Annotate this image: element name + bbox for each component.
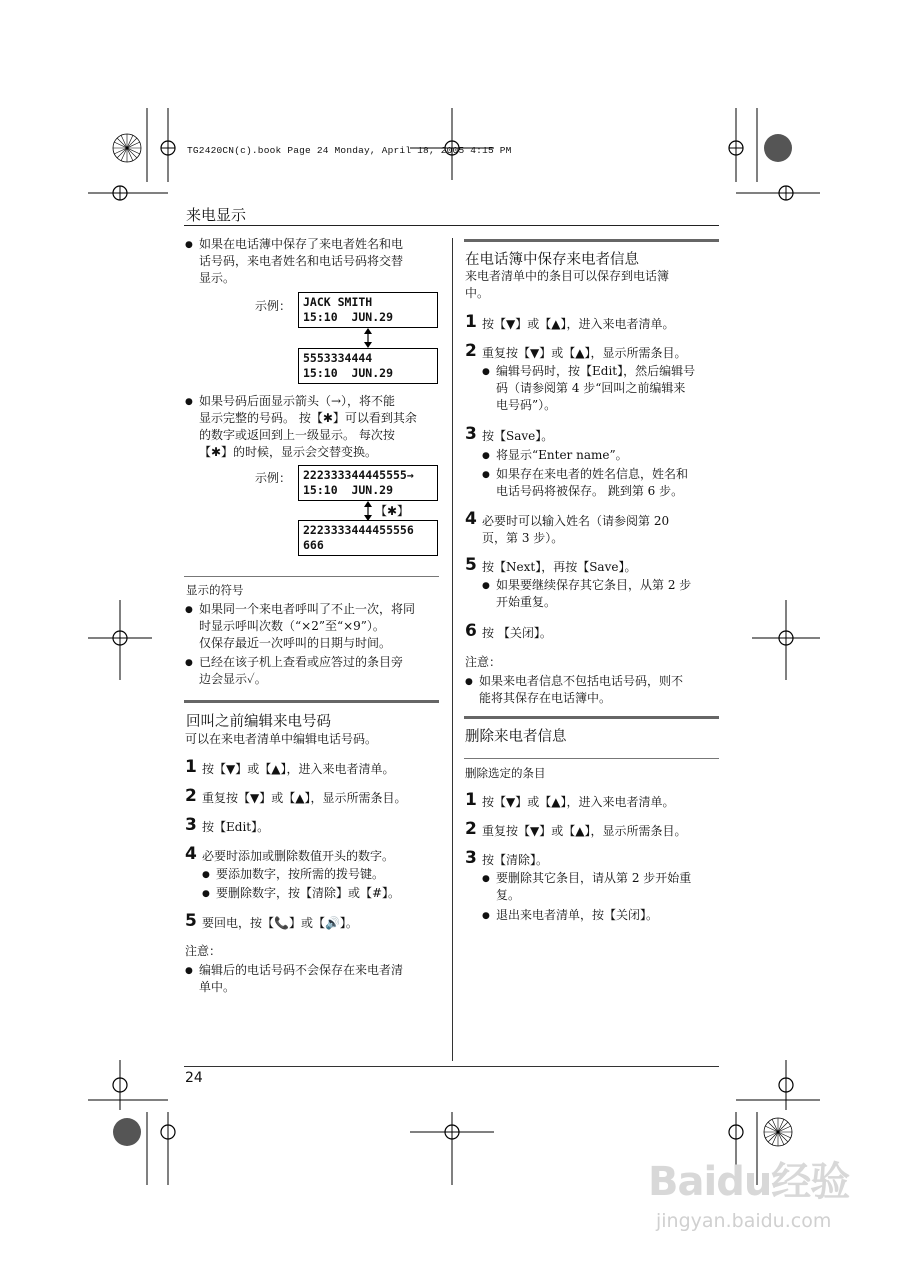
footer-rule — [184, 1066, 719, 1067]
step-number: 1 — [185, 757, 197, 777]
step-number: 3 — [185, 815, 197, 835]
step-text: 必要时添加或删除数值开头的数字。 — [202, 849, 395, 863]
display-box-name: JACK SMITH 15:10 JUN.29 — [298, 292, 438, 328]
star-key-label: 【✱】 — [375, 504, 410, 518]
alternate-arrow-icon — [361, 328, 375, 348]
symbols-heading: 显示的符号 — [186, 583, 244, 597]
bullet-arrow-info: ● 如果号码后面显示箭头（→），将不能 显示完整的号码。 按【✱】可以看到其余 的数字或返回到上一级显示。 每次按 【✱】的时候，显示会交替变换。 — [199, 393, 417, 461]
edit-intro: 可以在来电者清单中编辑电话号码。 — [185, 732, 378, 746]
save-note-bullet: ● 如果来电者信息不包括电话号码，则不 能将其保存在电话簿中。 — [479, 673, 683, 707]
step-number: 5 — [185, 911, 197, 931]
step-number: 2 — [185, 786, 197, 806]
example-label: 示例： — [255, 299, 292, 313]
delete-step-number: 3 — [465, 848, 477, 868]
save-step2-bullet: ● 编辑号码时，按【Edit】，然后编辑号 码（请参阅第 4 步“回叫之前编辑来 电号码”）。 — [496, 363, 695, 414]
bullet-viewed-mark: ● 已经在该子机上查看或应答过的条目旁 边会显示✓。 — [199, 654, 403, 688]
delete-step3-bullet-2: ● 退出来电者清单，按【关闭】。 — [496, 907, 658, 924]
save-section-heading: 在电话簿中保存来电者信息 — [465, 252, 639, 268]
save-step-text: 按【Next】，再按【Save】。 — [482, 560, 637, 574]
display-box-number: 5553334444 15:10 JUN.29 — [298, 348, 438, 384]
save-step-text: 重复按【▼】或【▲】，显示所需条目。 — [482, 346, 687, 360]
delete-step-number: 2 — [465, 819, 477, 839]
delete-sub-heading: 删除选定的条目 — [465, 766, 546, 780]
page-title: 来电显示 — [186, 206, 247, 224]
save-step-number: 4 — [465, 509, 477, 529]
column-divider — [452, 238, 453, 1061]
delete-section-heading: 删除来电者信息 — [465, 729, 567, 745]
save-intro: 来电者清单中的条目可以保存到电话簿 中。 — [465, 269, 670, 300]
example-label-2: 示例： — [255, 471, 292, 485]
save-step3-bullet-1: ● 将显示“Enter name”。 — [496, 447, 628, 464]
step-text: 重复按【▼】或【▲】，显示所需条目。 — [202, 791, 407, 805]
delete-step-text: 按【清除】。 — [482, 853, 549, 867]
note-bullet: ● 编辑后的电话号码不会保存在来电者清 单中。 — [199, 962, 403, 996]
save-step-text: 必要时可以输入姓名（请参阅第 20 页，第 3 步）。 — [482, 514, 670, 545]
step-text: 要回电，按【📞】或【🔊】。 — [202, 916, 358, 930]
save-step-number: 6 — [465, 621, 477, 641]
display-box-remaining: 2223333444455556 666 — [298, 520, 438, 556]
save-step3-bullet-2: ● 如果存在来电者的姓名信息，姓名和 电话号码将被保存。 跳到第 6 步。 — [496, 466, 688, 500]
save-note-heading: 注意： — [465, 655, 502, 669]
delete-sub-rule — [464, 758, 719, 759]
baidu-watermark-logo: Baidu经验 — [648, 1159, 850, 1205]
save-step-number: 5 — [465, 555, 477, 575]
delete-step-text: 按【▼】或【▲】，进入来电者清单。 — [482, 795, 675, 809]
note-heading: 注意： — [185, 944, 222, 958]
running-header: TG2420CN(c).book Page 24 Monday, April 18, 2005 4:15 PM — [187, 145, 512, 156]
save-section-bar — [464, 239, 719, 242]
step-text: 按【▼】或【▲】，进入来电者清单。 — [202, 762, 395, 776]
bullet-name-alternate: ● 如果在电话薄中保存了来电者姓名和电 话号码，来电者姓名和电话号码将交替 显示。 — [199, 236, 403, 287]
display-box-long: 222333344445555→ 15:10 JUN.29 — [298, 465, 438, 501]
alternate-arrow-icon-2 — [361, 501, 375, 521]
step4-bullet-add: ● 要添加数字，按所需的拨号键。 — [216, 866, 384, 883]
delete-step-text: 重复按【▼】或【▲】，显示所需条目。 — [482, 824, 687, 838]
save-step-text: 按 【关闭】。 — [482, 626, 552, 640]
step-text: 按【Edit】。 — [202, 820, 270, 834]
save-step-text: 按【Save】。 — [482, 429, 554, 443]
save-step-number: 3 — [465, 424, 477, 444]
page-number: 24 — [185, 1070, 203, 1086]
delete-step-number: 1 — [465, 790, 477, 810]
edit-section-bar — [184, 700, 439, 703]
save-step5-bullet: ● 如果要继续保存其它条目，从第 2 步 开始重复。 — [496, 577, 691, 611]
edit-section-heading: 回叫之前编辑来电号码 — [186, 714, 331, 730]
delete-section-bar — [464, 716, 719, 719]
step-number: 4 — [185, 844, 197, 864]
save-step-text: 按【▼】或【▲】，进入来电者清单。 — [482, 317, 675, 331]
step4-bullet-delete: ● 要删除数字，按【清除】或【#】。 — [216, 885, 400, 902]
delete-step3-bullet-1: ● 要删除其它条目，请从第 2 步开始重 复。 — [496, 870, 691, 904]
bullet-call-count: ● 如果同一个来电者呼叫了不止一次，将同 时显示呼叫次数（“×2”至“×9”）。 仅保存最近一次呼叫的日期与时间。 — [199, 601, 415, 652]
title-rule — [184, 225, 719, 226]
save-step-number: 2 — [465, 341, 477, 361]
save-step-number: 1 — [465, 312, 477, 332]
symbols-rule — [184, 576, 439, 577]
baidu-watermark-url: jingyan.baidu.com — [656, 1210, 832, 1232]
